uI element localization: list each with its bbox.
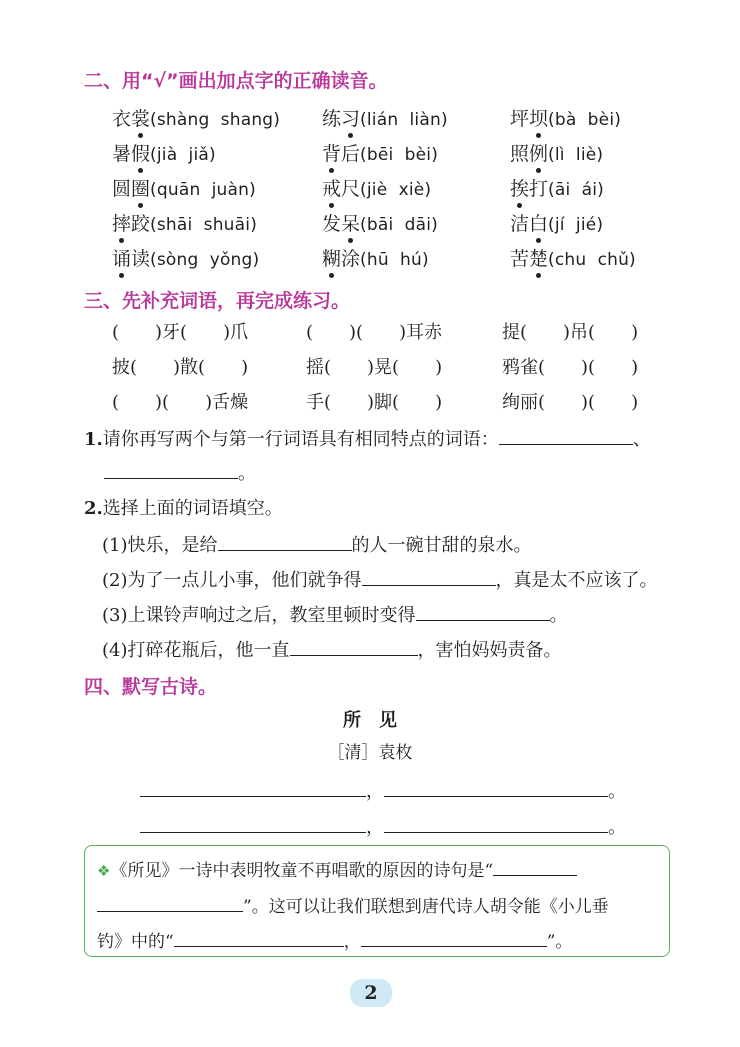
answer-blank[interactable]	[218, 530, 352, 551]
dotted-character: 习	[341, 104, 360, 131]
pinyin-options: (āi ái)	[548, 180, 604, 200]
box-text-end: ”。	[546, 932, 573, 952]
answer-blank[interactable]	[174, 926, 344, 947]
dotted-character: 呆	[341, 209, 360, 236]
question-1-text: 请你再写两个与第一行词语具有相同特点的词语：	[102, 429, 499, 450]
sentence-text: ，害怕妈妈责备。	[417, 640, 562, 661]
answer-blank[interactable]	[362, 565, 496, 586]
word-part: 洁	[510, 213, 530, 235]
box-line-3	[97, 926, 572, 952]
dotted-character: 戒	[322, 174, 341, 201]
pinyin-options: (chu chǔ)	[548, 250, 636, 270]
dotted-character: 摔	[112, 209, 131, 236]
idiom-row	[112, 388, 672, 414]
diamond-icon: ❖	[97, 862, 111, 880]
dotted-character: 背	[322, 139, 341, 166]
idiom-item[interactable]: 鸦雀( )( )	[502, 357, 639, 378]
pinyin-options: (bāi dāi)	[360, 215, 438, 235]
poem-blank[interactable]	[140, 776, 366, 797]
question-2	[84, 494, 283, 520]
pinyin-item[interactable]	[112, 104, 280, 131]
fill-sentence	[102, 635, 562, 662]
page-number: 2	[350, 979, 392, 1007]
poem-line-2	[140, 812, 626, 839]
sentence-text: ，真是太不应该了。	[495, 570, 658, 591]
pinyin-item[interactable]	[112, 209, 257, 236]
dotted-character: 诵	[112, 244, 131, 271]
fill-sentence	[102, 600, 568, 627]
comma: ，	[366, 817, 384, 838]
pinyin-row	[112, 139, 672, 165]
section4-heading: 四、默写古诗。	[84, 676, 218, 698]
pinyin-row	[112, 174, 672, 200]
sentence-text: 的人一碗甘甜的泉水。	[351, 535, 532, 556]
fill-sentence	[102, 530, 532, 557]
box-text-2: ”。这可以让我们联想到唐代诗人胡令能《小儿垂	[243, 897, 609, 917]
pinyin-options: (jià jiǎ)	[150, 145, 216, 165]
comma: ，	[366, 781, 384, 802]
pinyin-options: (quān juàn)	[150, 180, 256, 200]
word-part: 发	[322, 213, 342, 235]
answer-blank[interactable]	[361, 926, 547, 947]
word-part: 暑	[112, 143, 132, 165]
poem-title: 所 见	[343, 710, 397, 731]
section3-heading: 三、先补充词语，再完成练习。	[84, 290, 351, 312]
pinyin-item[interactable]	[322, 174, 431, 201]
idiom-item[interactable]: 提( )吊( )	[502, 322, 639, 343]
idiom-item[interactable]: 绚丽( )( )	[502, 392, 639, 413]
pinyin-row	[112, 244, 672, 270]
section2-heading: 二、用“√”画出加点字的正确读音。	[84, 70, 388, 92]
poem-blank[interactable]	[384, 776, 608, 797]
pinyin-item[interactable]	[112, 139, 216, 166]
box-text-1: 《所见》一诗中表明牧童不再唱歌的原因的诗句是“	[110, 861, 494, 881]
dotted-character: 白	[529, 209, 548, 236]
period: 。	[608, 781, 626, 802]
word-part: 尺	[341, 178, 361, 200]
dotted-character: 糊	[322, 244, 341, 271]
pinyin-options: (hū hú)	[360, 250, 429, 270]
pinyin-item[interactable]	[510, 139, 603, 166]
idiom-row	[112, 318, 672, 344]
question-1-number: 1.	[84, 429, 103, 450]
pinyin-options: (jí jié)	[548, 215, 604, 235]
word-part: 衣	[112, 108, 132, 130]
dotted-character: 例	[529, 139, 548, 166]
idiom-item[interactable]: ( )牙( )爪	[112, 322, 249, 343]
idiom-row	[112, 353, 672, 379]
sentence-text: (4)打碎花瓶后，他一直	[102, 640, 290, 661]
poem-blank[interactable]	[140, 812, 366, 833]
box-text-3: 钓》中的“	[97, 932, 174, 952]
pinyin-options: (shāi shuāi)	[150, 215, 258, 235]
pinyin-options: (jiè xiè)	[360, 180, 432, 200]
poem-blank[interactable]	[384, 812, 608, 833]
fill-sentence	[102, 565, 658, 592]
pinyin-item[interactable]	[112, 244, 259, 271]
poem-line-1	[140, 776, 626, 803]
pinyin-item[interactable]	[322, 244, 429, 271]
answer-blank[interactable]	[416, 600, 550, 621]
pinyin-options: (lián liàn)	[360, 110, 448, 130]
dotted-character: 圈	[131, 174, 150, 201]
answer-blank[interactable]	[290, 635, 418, 656]
pinyin-item[interactable]	[322, 104, 448, 131]
dotted-character: 坝	[529, 104, 548, 131]
question-2-number: 2.	[84, 498, 103, 519]
pinyin-item[interactable]	[510, 174, 604, 201]
idiom-item[interactable]: ( )( )耳赤	[306, 322, 443, 343]
idiom-item[interactable]: 披( )散( )	[112, 357, 249, 378]
period: 。	[608, 817, 626, 838]
answer-blank[interactable]	[97, 891, 243, 912]
word-part: 打	[529, 178, 549, 200]
word-part: 后	[341, 143, 361, 165]
idiom-item[interactable]: 摇( )晃( )	[306, 357, 443, 378]
pinyin-options: (bà bèi)	[548, 110, 622, 130]
dotted-character: 裳	[131, 104, 150, 131]
dotted-character: 楚	[529, 244, 548, 271]
idiom-item[interactable]: 手( )脚( )	[306, 392, 443, 413]
pinyin-item[interactable]	[322, 139, 438, 166]
pinyin-options: (sòng yǒng)	[150, 250, 260, 270]
question-1-line2	[104, 458, 256, 485]
word-part: 涂	[341, 248, 361, 270]
answer-blank[interactable]	[499, 424, 633, 445]
sentence-text: (2)为了一点儿小事，他们就争得	[102, 570, 362, 591]
pinyin-options: (shàng shang)	[150, 110, 281, 130]
word-part: 苦	[510, 248, 530, 270]
pinyin-options: (bēi bèi)	[360, 145, 439, 165]
pinyin-item[interactable]	[112, 174, 256, 201]
period: 。	[238, 463, 256, 484]
comma: ，	[343, 932, 361, 952]
answer-blank[interactable]	[104, 458, 238, 479]
pinyin-item[interactable]	[322, 209, 438, 236]
pinyin-item[interactable]	[510, 244, 636, 271]
dotted-character: 挨	[510, 174, 529, 201]
word-part: 照	[510, 143, 530, 165]
pinyin-row	[112, 104, 672, 130]
pinyin-row	[112, 209, 672, 235]
poem-author: ［清］袁枚	[327, 743, 413, 763]
box-line-2	[97, 891, 609, 917]
word-part: 圆	[112, 178, 132, 200]
pinyin-item[interactable]	[510, 209, 603, 236]
dotted-character: 假	[131, 139, 150, 166]
idiom-item[interactable]: ( )( )舌燥	[112, 392, 249, 413]
answer-blank[interactable]	[493, 855, 577, 876]
separator: 、	[632, 429, 651, 450]
question-2-text: 选择上面的词语填空。	[102, 498, 283, 519]
extension-box	[84, 845, 670, 957]
pinyin-options: (lì liè)	[548, 145, 604, 165]
pinyin-item[interactable]	[510, 104, 621, 131]
box-line-1	[97, 855, 577, 881]
question-1	[84, 424, 651, 451]
word-part: 读	[131, 248, 151, 270]
sentence-text: (3)上课铃声响过之后，教室里顿时变得	[102, 605, 416, 626]
word-part: 跤	[131, 213, 151, 235]
word-part: 坪	[510, 108, 530, 130]
sentence-text: 。	[549, 605, 568, 626]
word-part: 练	[322, 108, 342, 130]
sentence-text: (1)快乐，是给	[102, 535, 218, 556]
